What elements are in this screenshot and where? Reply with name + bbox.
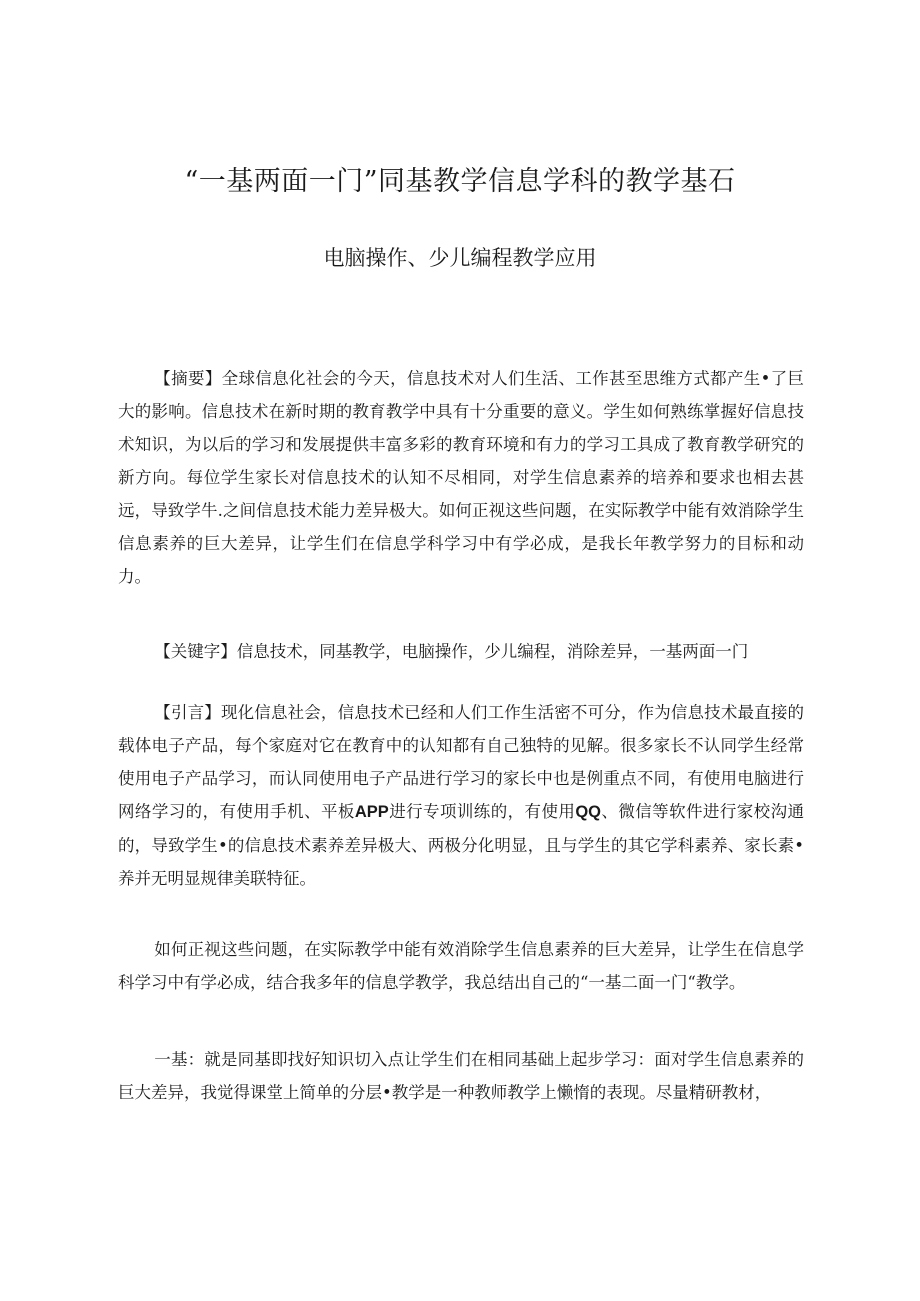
document-subtitle: 电脑操作、少儿编程教学应用 [323, 246, 597, 270]
intro-paragraph [118, 696, 804, 895]
keywords-text: 信息技术，同基教学，电脑操作，少儿编程，消除差异，一基两面一门 [236, 642, 749, 661]
how-paragraph: 如何正视这些问题，在实际教学中能有效消除学生信息素养的巨大差异，让学生在信息学科学习中有学必成，结合我多年的信息学教学，我总结出自己的“一基二面一门“教学。 [118, 940, 804, 992]
one-base-paragraph: 一基：就是同基即找好知识切入点让学生们在相同基础上起步学习：面对学生信息素养的巨大差异，我觉得课堂上简单的分层•教学是一种教师教学上懒惰的表现。尽量精研教材， [118, 1050, 804, 1102]
abstract-text: 全球信息化社会的今天，信息技术对人们生活、工作甚至思维方式都产生•了巨大的影响。信息技术在新时期的教育教学中具有十分重要的意义。学生如何熟练掌握好信息技术知识，为以后的学习和发展提供丰富多彩的教育环境和有力的学习工具成了教育教学研究的新方向。每位学生家长对信息技术的认知不尽相同，对学生信息素养的培养和要求也相去甚远，导致学牛.之间信息技术能力差异极大。如何正视这些问题，在实际教学中能有效消除学生信息素养的巨大差异，让学生们在信息学科学习中有学必成，是我长年教学努力的目标和动力。 [118, 369, 805, 586]
abstract-tag: 【摘要】 [154, 369, 222, 388]
intro-qq-term: QQ [575, 803, 601, 821]
intro-text-part2: 进行专项训练的，有使用 [388, 802, 576, 821]
intro-text-part3: 、微信等软件进行家校沟通的，导致学生•的信息技术素养差异极大、两极分化明显，且与学生的其它学科素养、家长素•养并无明显规律美联特征。 [118, 802, 805, 888]
abstract-paragraph [118, 362, 804, 593]
intro-tag: 【引言】 [154, 703, 221, 722]
keywords-paragraph [118, 635, 804, 668]
intro-app-term: APP [354, 803, 389, 821]
intro-text-part1: 现化信息社会，信息技术已经和人们工作生活密不可分，作为信息技术最直接的载体电子产品，每个家庭对它在教育中的认知都有自己独特的见解。很多家长不认同学生经常使用电子产品学习，而认同使用电子产品进行学习的家长中也是例重点不同，有使用电脑进行网络学习的，有使用手机、平板 [118, 703, 805, 821]
document-title: “一基两面一门”同基教学信息学科的教学基石 [184, 166, 736, 197]
keywords-tag: 【关键字】 [154, 642, 237, 661]
